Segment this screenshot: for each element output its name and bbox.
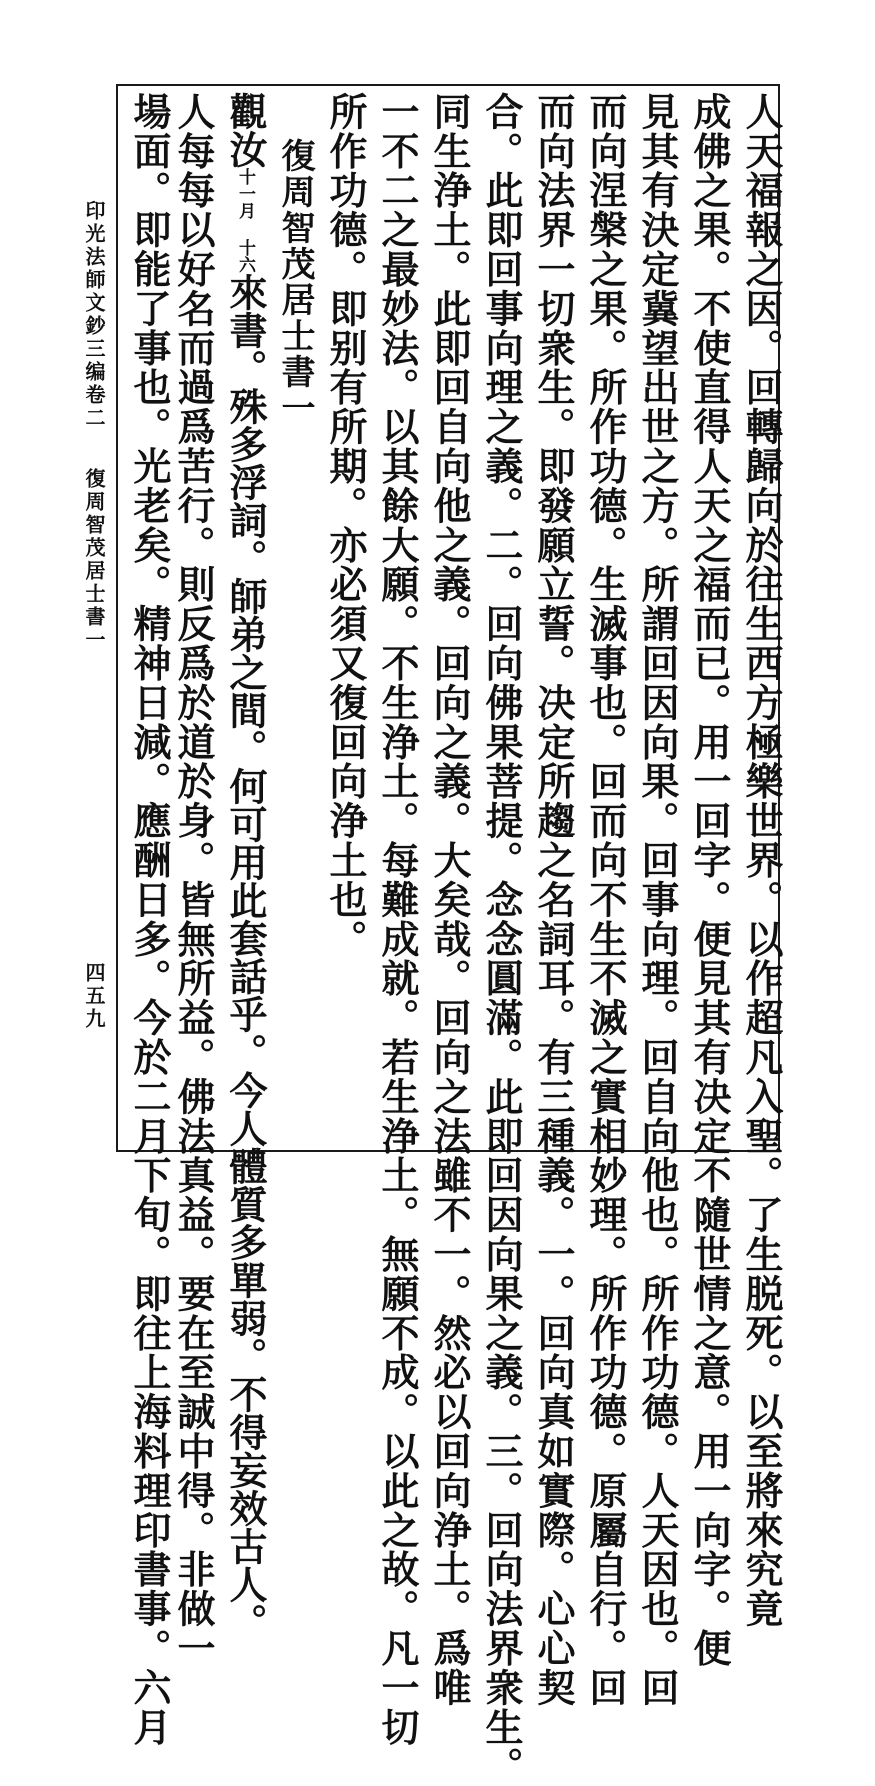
text-column-1: 人天福報之因。回轉歸向於往生西方極樂世界。以作超凡入聖。了生脱死。以至將來究竟 xyxy=(739,92,784,1629)
text-column-5: 而向法界一切衆生。即發願立誓。决定所趨之名詞耳。有三種義。一。回向真如實際。心心契 xyxy=(531,92,576,1708)
text-column-9: 所作功德。即别有所期。亦必須又復回向浄土也。 xyxy=(323,92,368,959)
letter-column-3: 場面。即能了事也。光老矣。精神日減。應酬日多。今於二月下旬。即往上海料理印書事。六月 xyxy=(127,92,172,1747)
page-number: 四五九 xyxy=(82,962,106,1031)
date-head: 觀汝 xyxy=(223,92,268,168)
text-column-8: 一不二之最妙法。以其餘大願。不生浄土。每難成就。若生浄土。無願不成。以此之故。凡一切 xyxy=(375,92,420,1747)
text-column-6: 合。此即回事向理之義。二。回向佛果菩提。念念圓滿。此即回因向果之義。三。回向法界衆生。 xyxy=(479,92,524,1786)
text-column-2: 成佛之果。不使直得人天之福而已。用一回字。便見其有决定不隨世情之意。用一向字。便 xyxy=(687,92,732,1668)
letter-date-column xyxy=(214,92,268,1641)
letter-column-2: 人每每以好名而過爲苦行。則反爲於道於身。皆無所益。佛法真益。要在至誠中得。非做一 xyxy=(171,92,216,1668)
letter-title: 復周智茂居士書一 xyxy=(275,138,315,426)
text-column-3: 見其有決定冀望出世之方。所謂回因向果。回事向理。回自向他也。所作功德。人天因也。回 xyxy=(635,92,680,1708)
text-column-4: 而向涅槃之果。所作功德。生滅事也。回而向不生不滅之實相妙理。所作功德。原屬自行。回 xyxy=(583,92,628,1708)
date-tail: 來書。殊多浮詞。師弟之間。何可用此套話乎。今人體質多單弱。不得妄效古人。 xyxy=(223,273,268,1641)
text-column-7: 同生浄土。此即回自向他之義。回向之義。大矣哉。回向之法雖不一。然必以回向浄土。爲唯 xyxy=(427,92,472,1708)
book-title-header: 印光法師文鈔三编卷二 xyxy=(82,200,106,430)
date-note: 十一月 十六 xyxy=(235,168,255,273)
section-title-header: 復周智茂居士書一 xyxy=(82,468,106,652)
